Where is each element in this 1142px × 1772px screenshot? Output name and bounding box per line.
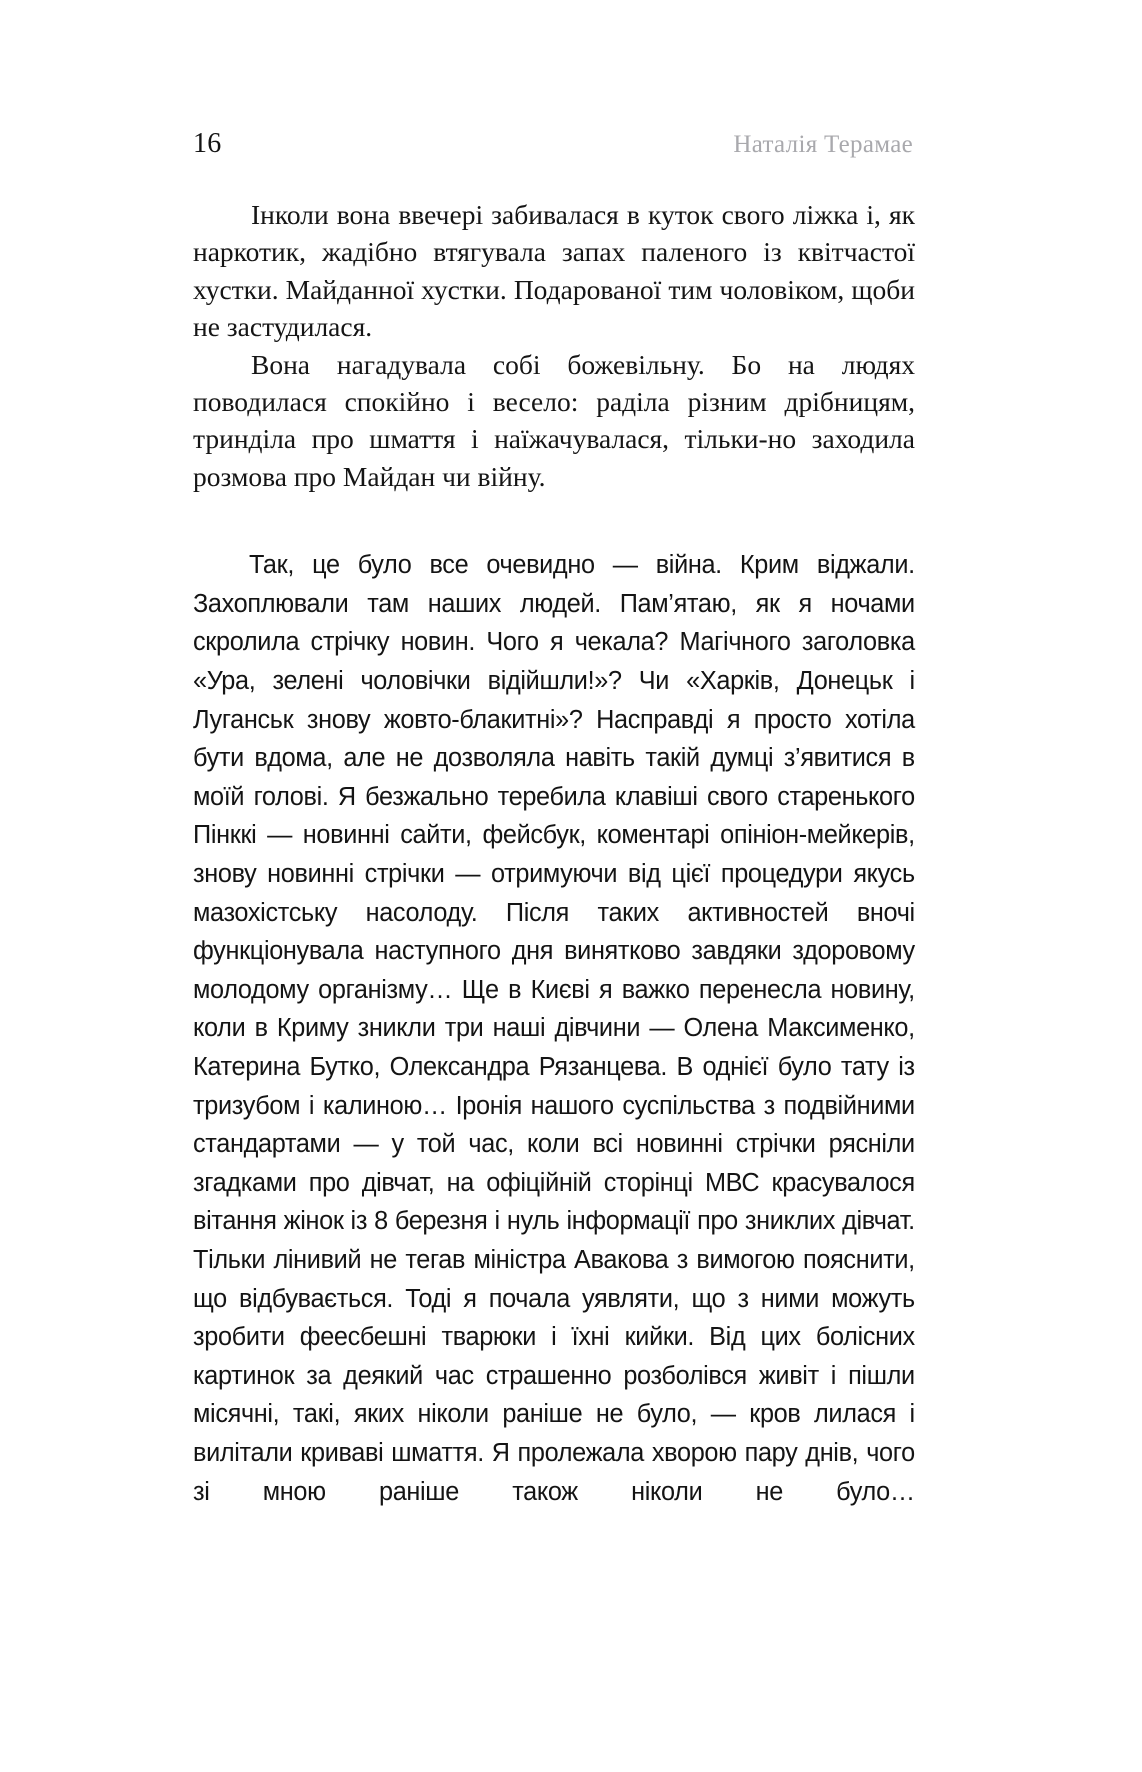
running-head	[193, 128, 913, 164]
paragraph: Вона нагадувала собі божевільну. Бо на людях поводилася спокійно і весело: раділа різним дрібницям, тринділа про шмаття і наїжачувалася, тільки-но заходила розмова про Майдан чи війну.	[193, 348, 915, 492]
sans-text-block	[193, 545, 915, 1548]
paragraph: Інколи вона ввечері забивалася в куток свого ліжка і, як наркотик, жадібно втягувала запах паленого із квітчастої хустки. Майданної хустки. Подарованої тим чоловіком, щоби не застудилася.	[193, 199, 915, 343]
page-number: 16	[193, 128, 222, 159]
text-column	[193, 196, 915, 1549]
paragraph: Так, це було все очевидно — війна. Крим віджали. Захоплювали там наших людей. Пам’ятаю, як я ночами скролила стрічку новин. Чого я чекала? Магічного заголовка «Ура, зелені чоловічки відійшли!»? Чи «Харків, Донецьк і Луганськ знову жовто-блакитні»? Насправді я просто хотіла бути вдома, але не дозволяла навіть такій думці з’явитися в моїй голові. Я безжально теребила клавіші свого старенького Пінккі — новинні сайти, фейсбук, коментарі опініон-мейкерів, знову новинні стрічки — отримуючи від цієї процедури якусь мазохістську насолоду. Після таких активностей вночі функціонувала наступного дня винятково завдяки здоровому молодому організму… Ще в Києві я важко перенесла новину, коли в Криму зникли три наші дівчини — Олена Максименко, Катерина Бутко, Олександра Рязанцева. В однієї було тату із тризубом і калиною… Іронія нашого суспільства з подвійними стандартами — у той час, коли всі новинні стрічки рясніли згадками про дівчат, на офіційній сторінці МВС красувалося вітання жінок із 8 березня і нуль інформації про зниклих дівчат. Тільки лінивий не тегав міністра Авакова з вимогою пояснити, що відбувається. Тоді я почала уявляти, що з ними можуть зробити феесбешні тварюки і їхні кийки. Від цих болісних картинок за деякий час страшенно розболівся живіт і пішли місячні, такі, яких ніколи раніше не було, — кров лилася і вилітали криваві шмаття. Я пролежала хворою пару днів, чого зі мною раніше також ніколи не було…	[193, 549, 915, 1506]
running-head-author: Наталія Терамае	[733, 131, 913, 158]
serif-text-block	[193, 196, 915, 495]
